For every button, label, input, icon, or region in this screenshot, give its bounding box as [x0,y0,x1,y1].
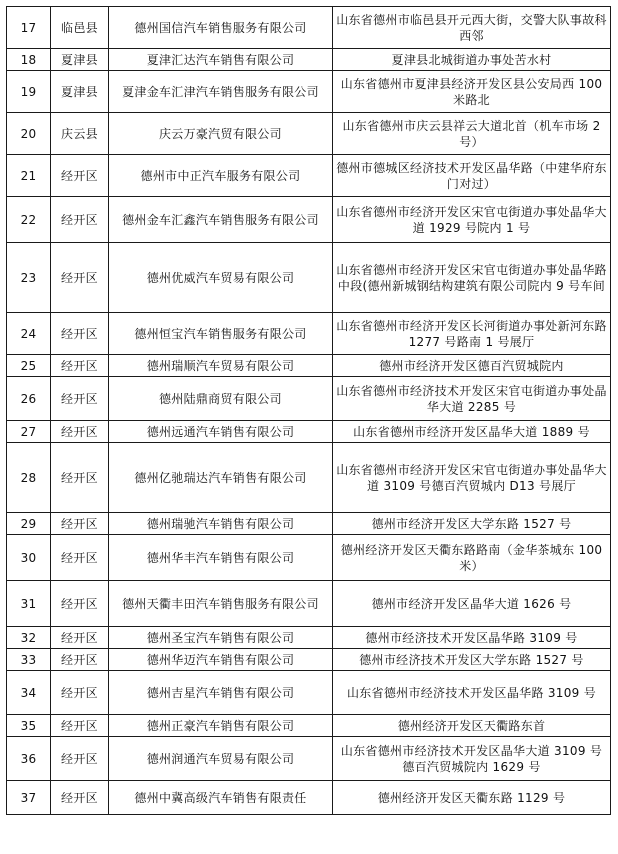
company-cell: 德州陆鼎商贸有限公司 [109,377,333,421]
address-cell: 山东省德州市经济开发区宋官屯街道办事处晶华大道 3109 号德百汽贸城内 D13 号展厅 [333,443,611,513]
row-number: 30 [7,535,51,581]
company-cell: 德州润通汽车贸易有限公司 [109,737,333,781]
table-row [7,581,611,627]
company-cell: 德州国信汽车销售服务有限公司 [109,7,333,49]
address-cell: 山东省德州市经济开发区宋官屯街道办事处晶华大道 1929 号院内 1 号 [333,197,611,243]
row-number: 33 [7,649,51,671]
table-row [7,443,611,513]
row-number: 24 [7,313,51,355]
address-cell: 德州经济开发区天衢东路 1129 号 [333,781,611,815]
company-cell: 德州圣宝汽车销售有限公司 [109,627,333,649]
address-cell: 山东省德州市经济开发区长河街道办事处新河东路 1277 号路南 1 号展厅 [333,313,611,355]
company-cell: 德州正豪汽车销售有限公司 [109,715,333,737]
company-cell: 德州市中正汽车服务有限公司 [109,155,333,197]
address-cell: 德州市经济技术开发区晶华路 3109 号 [333,627,611,649]
address-cell: 山东省德州市临邑县开元西大街，交警大队事故科西邻 [333,7,611,49]
table-row [7,113,611,155]
county-cell: 经开区 [51,781,109,815]
row-number: 29 [7,513,51,535]
table-row [7,313,611,355]
table-row [7,7,611,49]
county-cell: 经开区 [51,737,109,781]
table-row [7,197,611,243]
address-cell: 山东省德州市经济技术开发区晶华大道 3109 号德百汽贸城院内 1629 号 [333,737,611,781]
row-number: 32 [7,627,51,649]
row-number: 18 [7,49,51,71]
table-row [7,781,611,815]
address-cell: 山东省德州市庆云县祥云大道北首（机车市场 2 号） [333,113,611,155]
table-row [7,71,611,113]
row-number: 25 [7,355,51,377]
county-cell: 经开区 [51,197,109,243]
address-cell: 德州市德城区经济技术开发区晶华路（中建华府东门对过） [333,155,611,197]
county-cell: 临邑县 [51,7,109,49]
address-cell: 德州市经济开发区德百汽贸城院内 [333,355,611,377]
county-cell: 经开区 [51,313,109,355]
address-cell: 德州市经济开发区晶华大道 1626 号 [333,581,611,627]
company-cell: 德州金车汇鑫汽车销售服务有限公司 [109,197,333,243]
address-cell: 德州市经济开发区大学东路 1527 号 [333,513,611,535]
address-cell: 山东省德州市经济开发区宋官屯街道办事处晶华路中段(德州新城钢结构建筑有限公司院内 9 号车间 [333,243,611,313]
address-cell: 山东省德州市经济开发区晶华大道 1889 号 [333,421,611,443]
county-cell: 经开区 [51,513,109,535]
address-cell: 德州经济开发区天衢路东首 [333,715,611,737]
table-row [7,355,611,377]
dealer-table [6,6,611,815]
county-cell: 庆云县 [51,113,109,155]
row-number: 17 [7,7,51,49]
company-cell: 德州天衢丰田汽车销售服务有限公司 [109,581,333,627]
company-cell: 德州中冀高级汽车销售有限责任 [109,781,333,815]
table-row [7,49,611,71]
row-number: 20 [7,113,51,155]
table-row [7,421,611,443]
county-cell: 经开区 [51,377,109,421]
row-number: 36 [7,737,51,781]
table-row [7,737,611,781]
company-cell: 德州华迈汽车销售有限公司 [109,649,333,671]
table-row [7,243,611,313]
company-cell: 德州恒宝汽车销售服务有限公司 [109,313,333,355]
company-cell: 德州吉星汽车销售有限公司 [109,671,333,715]
company-cell: 德州瑞顺汽车贸易有限公司 [109,355,333,377]
address-cell: 德州经济开发区天衢东路路南（金华茶城东 100 米） [333,535,611,581]
company-cell: 德州瑞驰汽车销售有限公司 [109,513,333,535]
address-cell: 山东省德州市夏津县经济开发区县公安局西 100 米路北 [333,71,611,113]
company-cell: 德州亿驰瑞达汽车销售有限公司 [109,443,333,513]
row-number: 22 [7,197,51,243]
county-cell: 经开区 [51,649,109,671]
county-cell: 经开区 [51,155,109,197]
company-cell: 德州优威汽车贸易有限公司 [109,243,333,313]
county-cell: 经开区 [51,243,109,313]
table-row [7,513,611,535]
address-cell: 德州市经济技术开发区大学东路 1527 号 [333,649,611,671]
table-row [7,377,611,421]
county-cell: 夏津县 [51,49,109,71]
row-number: 27 [7,421,51,443]
county-cell: 经开区 [51,581,109,627]
row-number: 31 [7,581,51,627]
row-number: 34 [7,671,51,715]
table-row [7,715,611,737]
table-row [7,535,611,581]
county-cell: 经开区 [51,627,109,649]
row-number: 37 [7,781,51,815]
company-cell: 庆云万豪汽贸有限公司 [109,113,333,155]
table-row [7,671,611,715]
county-cell: 经开区 [51,715,109,737]
county-cell: 经开区 [51,671,109,715]
row-number: 28 [7,443,51,513]
row-number: 23 [7,243,51,313]
company-cell: 德州华丰汽车销售有限公司 [109,535,333,581]
address-cell: 山东省德州市经济技术开发区晶华路 3109 号 [333,671,611,715]
table-row [7,649,611,671]
table-row [7,627,611,649]
county-cell: 经开区 [51,421,109,443]
company-cell: 夏津汇达汽车销售有限公司 [109,49,333,71]
company-cell: 德州远通汽车销售有限公司 [109,421,333,443]
row-number: 19 [7,71,51,113]
county-cell: 经开区 [51,443,109,513]
row-number: 26 [7,377,51,421]
address-cell: 夏津县北城街道办事处苦水村 [333,49,611,71]
county-cell: 经开区 [51,355,109,377]
county-cell: 夏津县 [51,71,109,113]
county-cell: 经开区 [51,535,109,581]
company-cell: 夏津金车汇津汽车销售服务有限公司 [109,71,333,113]
address-cell: 山东省德州市经济技术开发区宋官屯街道办事处晶华大道 2285 号 [333,377,611,421]
table-row [7,155,611,197]
row-number: 35 [7,715,51,737]
row-number: 21 [7,155,51,197]
